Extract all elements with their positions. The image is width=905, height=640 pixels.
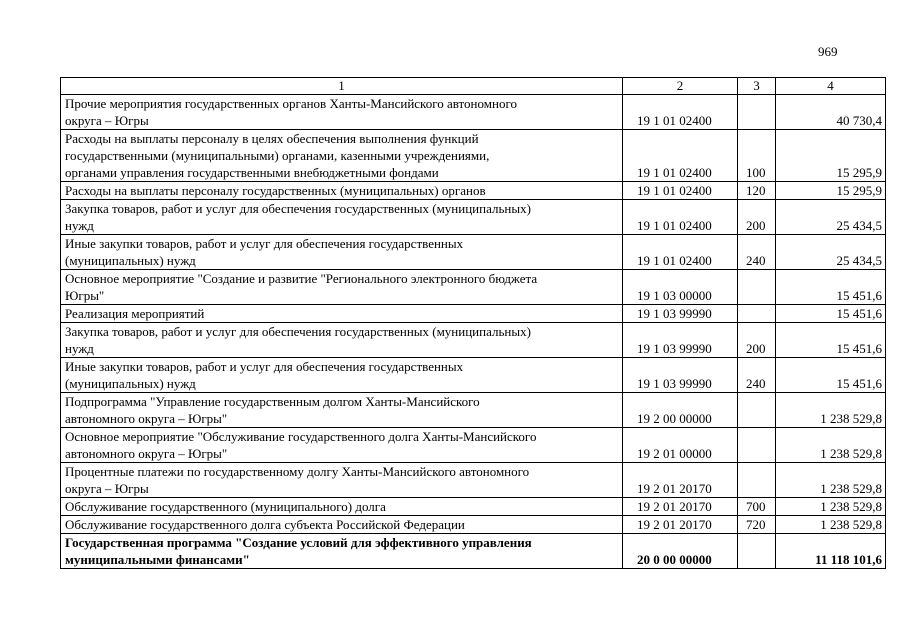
cell-name-line: Иные закупки товаров, работ и услуг для обеспечения государственных: [65, 236, 464, 251]
page-number: 969: [818, 44, 838, 59]
cell-code: 19 2 01 20170: [623, 498, 738, 516]
cell-amount: 15 451,6: [776, 270, 886, 305]
cell-amount: 15 451,6: [776, 358, 886, 393]
table-row: [61, 393, 886, 428]
column-header-amount: 4: [776, 78, 886, 95]
cell-code: 19 1 01 02400: [623, 130, 738, 182]
cell-name-line: муниципальными финансами": [65, 552, 250, 567]
cell-code: 19 1 01 02400: [623, 182, 738, 200]
cell-type: [738, 534, 776, 569]
cell-name: [61, 235, 623, 270]
cell-amount: 40 730,4: [776, 95, 886, 130]
cell-name: [61, 516, 623, 534]
cell-name-line: Подпрограмма "Управление государственным долгом Ханты-Мансийского: [65, 394, 480, 409]
cell-type: [738, 95, 776, 130]
cell-code: 19 1 03 99990: [623, 358, 738, 393]
cell-name-line: Обслуживание государственного (муниципального) долга: [65, 499, 386, 514]
table-body: [61, 95, 886, 569]
cell-type: 200: [738, 200, 776, 235]
cell-name-line: нужд: [65, 341, 94, 356]
cell-code: 19 1 01 02400: [623, 200, 738, 235]
table-row: [61, 130, 886, 182]
cell-name-line: Государственная программа "Создание условий для эффективного управления: [65, 535, 532, 550]
cell-type: [738, 428, 776, 463]
budget-table: [60, 77, 886, 569]
cell-name-line: Основное мероприятие "Создание и развитие "Регионального электронного бюджета: [65, 271, 538, 286]
cell-name-line: Закупка товаров, работ и услуг для обеспечения государственных (муниципальных): [65, 201, 531, 216]
cell-name-line: Обслуживание государственного долга субъекта Российской Федерации: [65, 517, 465, 532]
cell-amount: 15 451,6: [776, 323, 886, 358]
column-header-code: 2: [623, 78, 738, 95]
cell-type: 100: [738, 130, 776, 182]
table-header-row: [61, 78, 886, 95]
table-row: [61, 235, 886, 270]
cell-code: 19 2 01 20170: [623, 463, 738, 498]
cell-amount: 15 295,9: [776, 182, 886, 200]
cell-code: 19 1 01 02400: [623, 95, 738, 130]
cell-name-line: автономного округа – Югры": [65, 446, 228, 461]
cell-type: 700: [738, 498, 776, 516]
cell-code: 19 2 00 00000: [623, 393, 738, 428]
cell-name: [61, 130, 623, 182]
table-row: [61, 358, 886, 393]
column-header-name: 1: [61, 78, 623, 95]
cell-name-line: нужд: [65, 218, 94, 233]
cell-name: [61, 393, 623, 428]
cell-name-line: Закупка товаров, работ и услуг для обеспечения государственных (муниципальных): [65, 324, 531, 339]
cell-code: 19 1 03 00000: [623, 270, 738, 305]
cell-amount: 15 451,6: [776, 305, 886, 323]
cell-name-line: Расходы на выплаты персоналу в целях обеспечения выполнения функций: [65, 131, 479, 146]
cell-name-line: государственными (муниципальными) органами, казенными учреждениями,: [65, 148, 490, 163]
table-row: [61, 305, 886, 323]
cell-name: [61, 323, 623, 358]
table-row-total: [61, 534, 886, 569]
column-header-type: 3: [738, 78, 776, 95]
cell-code: 19 1 03 99990: [623, 305, 738, 323]
cell-name: [61, 534, 623, 569]
cell-name-line: Процентные платежи по государственному долгу Ханты-Мансийского автономного: [65, 464, 530, 479]
cell-name-line: автономного округа – Югры": [65, 411, 228, 426]
cell-amount: 11 118 101,6: [776, 534, 886, 569]
cell-name-line: округа – Югры: [65, 481, 149, 496]
cell-name-line: Прочие мероприятия государственных органов Ханты-Мансийского автономного: [65, 96, 517, 111]
cell-name-line: округа – Югры: [65, 113, 149, 128]
table-row: [61, 182, 886, 200]
cell-amount: 25 434,5: [776, 235, 886, 270]
cell-name-line: Иные закупки товаров, работ и услуг для обеспечения государственных: [65, 359, 464, 374]
cell-type: [738, 393, 776, 428]
cell-name: [61, 358, 623, 393]
cell-code: 19 2 01 00000: [623, 428, 738, 463]
cell-amount: 15 295,9: [776, 130, 886, 182]
cell-code: 19 1 03 99990: [623, 323, 738, 358]
cell-code: 20 0 00 00000: [623, 534, 738, 569]
cell-name: [61, 463, 623, 498]
cell-name-line: (муниципальных) нужд: [65, 253, 196, 268]
cell-amount: 1 238 529,8: [776, 428, 886, 463]
cell-type: 240: [738, 358, 776, 393]
cell-type: 720: [738, 516, 776, 534]
cell-name: [61, 305, 623, 323]
cell-name-line: (муниципальных) нужд: [65, 376, 196, 391]
cell-type: 200: [738, 323, 776, 358]
cell-name-line: Основное мероприятие "Обслуживание государственного долга Ханты-Мансийского: [65, 429, 537, 444]
cell-name: [61, 428, 623, 463]
cell-name-line: органами управления государственными внебюджетными фондами: [65, 165, 439, 180]
cell-name-line: Реализация мероприятий: [65, 306, 205, 321]
cell-name: [61, 498, 623, 516]
cell-amount: 1 238 529,8: [776, 393, 886, 428]
cell-type: [738, 305, 776, 323]
table-row: [61, 95, 886, 130]
cell-name-line: Югры": [65, 288, 105, 303]
table-row: [61, 428, 886, 463]
cell-name: [61, 270, 623, 305]
cell-code: 19 2 01 20170: [623, 516, 738, 534]
cell-type: [738, 463, 776, 498]
table-row: [61, 516, 886, 534]
cell-amount: 1 238 529,8: [776, 463, 886, 498]
table-row: [61, 200, 886, 235]
cell-type: [738, 270, 776, 305]
cell-type: 120: [738, 182, 776, 200]
cell-code: 19 1 01 02400: [623, 235, 738, 270]
table-row: [61, 463, 886, 498]
cell-type: 240: [738, 235, 776, 270]
cell-name: [61, 182, 623, 200]
cell-name: [61, 95, 623, 130]
table-row: [61, 498, 886, 516]
cell-name: [61, 200, 623, 235]
cell-amount: 1 238 529,8: [776, 516, 886, 534]
cell-amount: 25 434,5: [776, 200, 886, 235]
table-row: [61, 323, 886, 358]
table-row: [61, 270, 886, 305]
cell-name-line: Расходы на выплаты персоналу государственных (муниципальных) органов: [65, 183, 486, 198]
cell-amount: 1 238 529,8: [776, 498, 886, 516]
